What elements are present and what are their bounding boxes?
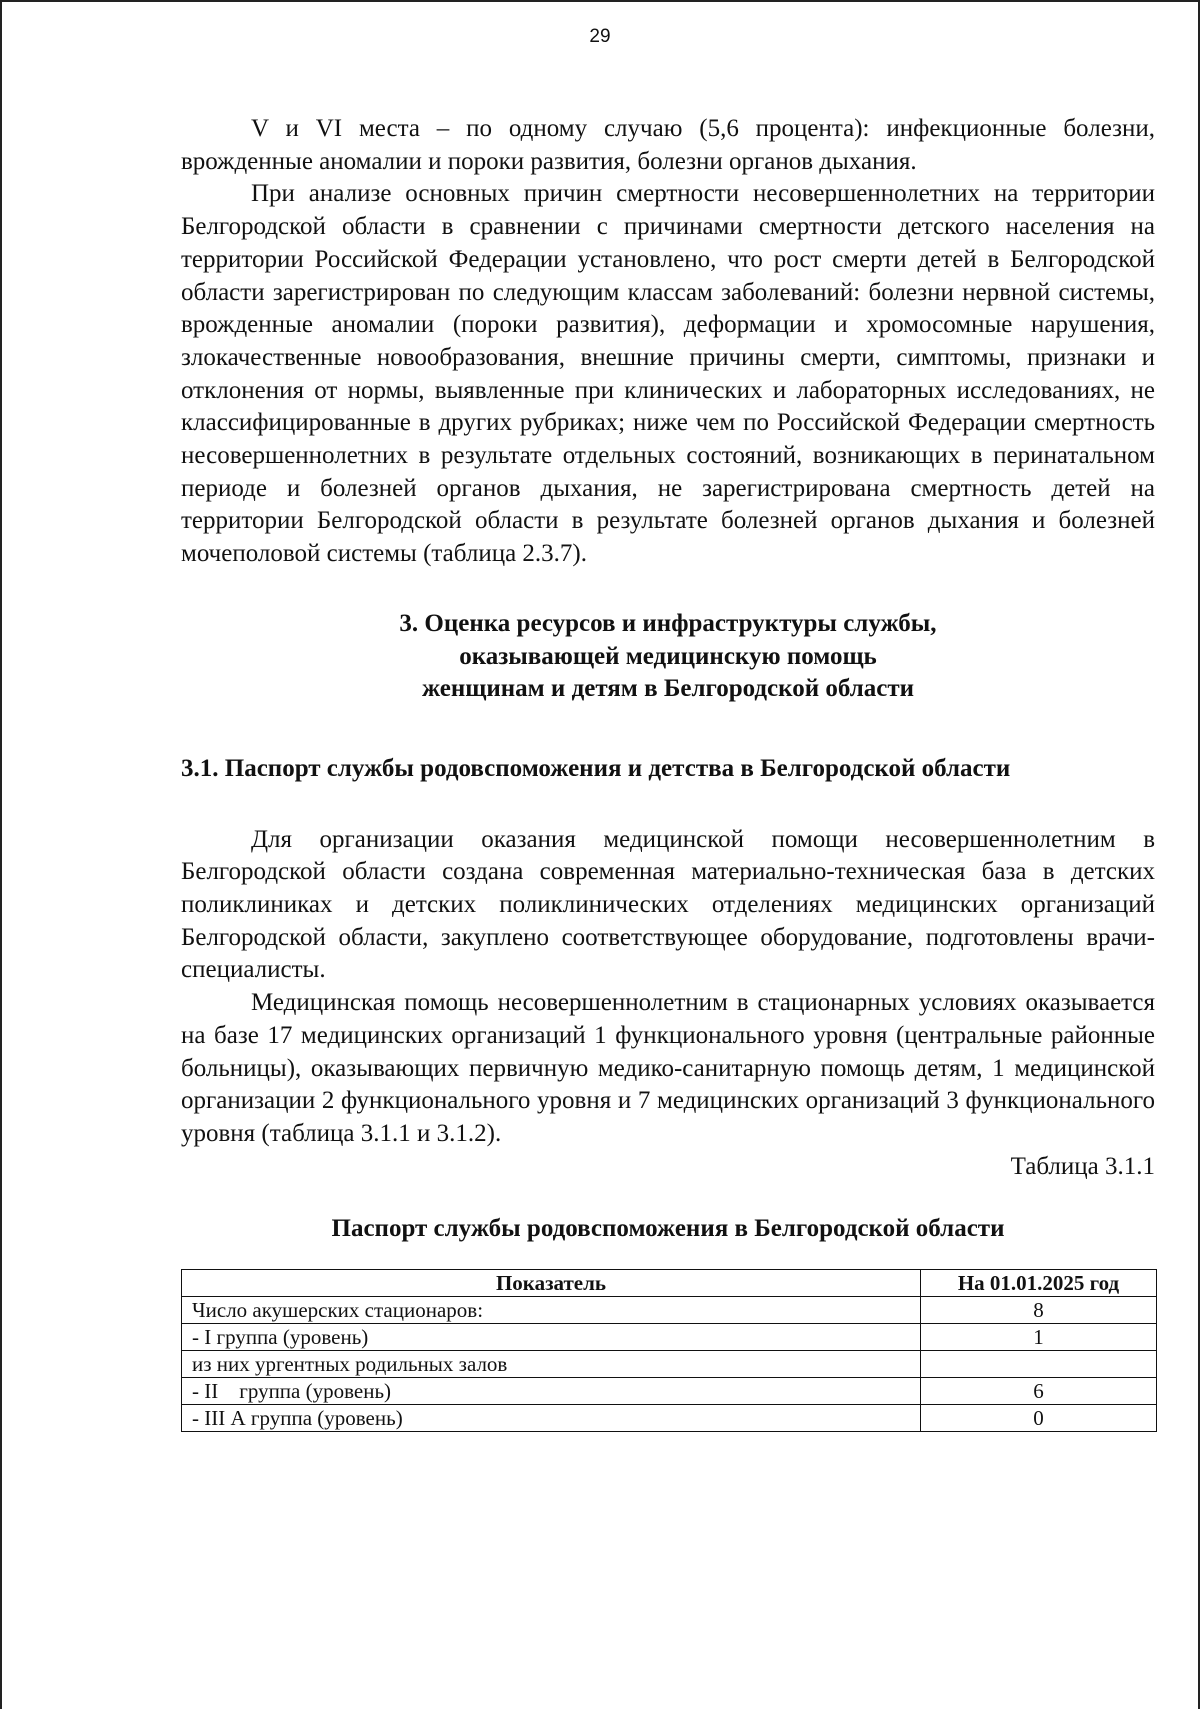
table-cell-value <box>921 1351 1157 1378</box>
paragraph-mortality-analysis: При анализе основных причин смертности несовершеннолетних на территории Белгородской области в сравнении с причинами смертности детского населения на территории Российской Федерации установлено, что рост смерти детей в Белгородской области зарегистрирован по следующим классам заболеваний: болезни нервной системы, врожденные аномалии (пороки развития), деформации и хромосомные нарушения, злокачественные новообразования, внешние причины смерти, симптомы, признаки и отклонения от нормы, выявленные при клинических и лабораторных исследованиях, не классифицированные в других рубриках; ниже чем по Российской Федерации смертность несовершеннолетних в результате отдельных состояний, возникающих в перинатальном периоде и болезней органов дыхания, не зарегистрирована смертность детей на территории Белгородской области в результате болезней органов дыхания и болезней мочеполовой системы (таблица 2.3.7). <box>181 180 1155 568</box>
column-header-date: На 01.01.2025 год <box>921 1270 1157 1297</box>
page-edge-top <box>0 0 1200 2</box>
table-cell-indicator: Число акушерских стационаров: <box>182 1297 921 1324</box>
section-3-heading <box>181 608 1155 706</box>
table-label: Таблица 3.1.1 <box>1010 1152 1155 1180</box>
table-header-row <box>182 1270 1157 1297</box>
obstetric-passport-table <box>181 1269 1157 1432</box>
table-row <box>182 1351 1157 1378</box>
paragraph-inpatient-care: Медицинская помощь несовершеннолетним в стационарных условиях оказывается на базе 17 медицинских организаций 1 функционального уровня (центральные районные больницы), оказывающих первичную медико-санитарную помощь детям, 1 медицинской организации 2 функционального уровня и 7 медицинских организаций 3 функционального уровня (таблица 3.1.1 и 3.1.2). <box>181 989 1155 1147</box>
table-title: Паспорт службы родовспоможения в Белгородской области <box>331 1215 1005 1243</box>
table-row <box>182 1378 1157 1405</box>
column-header-indicator: Показатель <box>182 1270 921 1297</box>
table-cell-indicator: из них ургентных родильных залов <box>182 1351 921 1378</box>
page-edge-left <box>0 0 2 1709</box>
paragraph-material-base: Для организации оказания медицинской помощи несовершеннолетним в Белгородской области создана современная материально-техническая база в детских поликлиниках и детских поликлинических отделениях медицинских организаций Белгородской области, закуплено соответствующее оборудование, подготовлены врачи-специалисты. <box>181 825 1155 984</box>
table-row <box>182 1324 1157 1351</box>
table-row <box>182 1405 1157 1432</box>
table-cell-value: 8 <box>921 1297 1157 1324</box>
table-row <box>182 1297 1157 1324</box>
table-cell-value: 0 <box>921 1405 1157 1432</box>
table-cell-indicator: - II группа (уровень) <box>182 1378 921 1405</box>
table-cell-indicator: - I группа (уровень) <box>182 1324 921 1351</box>
table-cell-value: 6 <box>921 1378 1157 1405</box>
section-3-1-heading: 3.1. Паспорт службы родовспоможения и детства в Белгородской области <box>181 754 1011 782</box>
table-cell-indicator: - III А группа (уровень) <box>182 1405 921 1432</box>
table-cell-value: 1 <box>921 1324 1157 1351</box>
section-3-1-text <box>181 824 1155 1151</box>
document-body <box>181 113 1155 1432</box>
page-number: 29 <box>589 26 611 47</box>
section-3-heading-line-1: 3. Оценка ресурсов и инфраструктуры службы, <box>399 609 937 637</box>
paragraph-places-v-vi: V и VI места – по одному случаю (5,6 процента): инфекционные болезни, врожденные аномалии и пороки развития, болезни органов дыхания. <box>181 115 1155 175</box>
section-3-heading-line-2: оказывающей медицинскую помощь <box>459 642 877 670</box>
section-3-heading-line-3: женщинам и детям в Белгородской области <box>421 675 915 703</box>
